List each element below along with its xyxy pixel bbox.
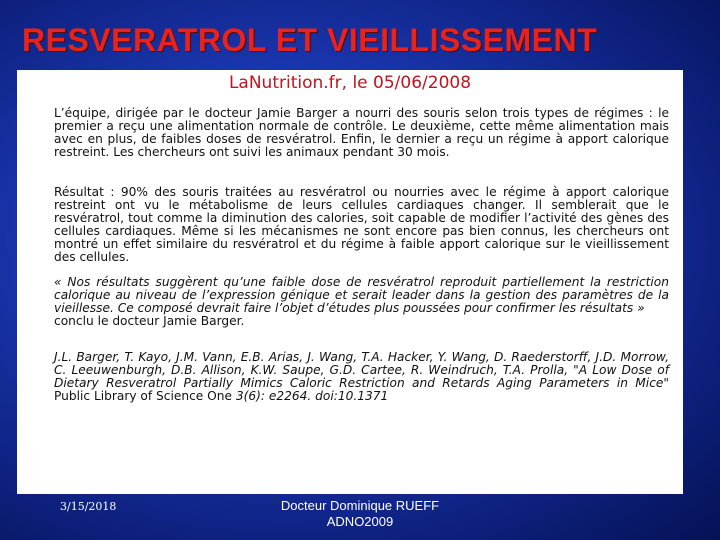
footer-author [250,498,470,530]
paragraph-study-design: L’équipe, dirigée par le docteur Jamie Barger a nourri des souris selon trois types de régimes : le premier a reçu une alimentation normale de contrôle. Le deuxième, cette même alimentation mais avec en plus, de faibles doses de resvératrol. Enfin, le dernier a reçu un régime à apport calorique restreint. Les chercheurs ont suivi les animaux pendant 30 mois. [54,106,669,159]
paragraph-reference [54,351,669,403]
footer-author-name: Docteur Dominique RUEFF [280,498,440,513]
article-panel [17,70,683,494]
paragraph-results: Résultat : 90% des souris traitées au resvératrol ou nourries avec le régime à apport calorique restreint ont vu le métabolisme de leurs cellules cardiaques changer. Il semblerait que le resvératrol, tout comme la diminution des calories, soit capable de modifier l’activité des gènes des cellules cardiaques. Même si les mécanismes ne sont encore pas bien connus, les chercheurs ont montré un effet similaire du resvératrol et du régime à faible apport calorique sur le vieillissement des cellules. [54,185,669,264]
reference-citation: 3(6): e2264. doi:10.1371 [235,389,389,403]
slide-title: RESVERATROL ET VIEILLISSEMENT [22,22,598,58]
quote-text: « Nos résultats suggèrent qu’une faible dose de resvératrol reproduit partiellement la restriction calorique au niveau de l’expression génique et serait leader dans la gestion des paramètres de la vieillesse. Ce composé devrait faire l’objet d’études plus poussées pour confirmer les résultats » [54,275,669,315]
paragraph-quote [54,276,669,328]
footer-date: 3/15/2018 [60,500,117,513]
quote-attribution: conclu le docteur Jamie Barger. [54,314,245,328]
reference-journal: Public Library of Science One [54,389,236,403]
reference-authors-title: J.L. Barger, T. Kayo, J.M. Vann, E.B. Arias, J. Wang, T.A. Hacker, Y. Wang, D. Raederstorff, J.D. Morrow, C. Leeuwenburgh, D.B. Allison, K.W. Saupe, G.D. Cartee, R. Weindruch, T.A. Prolla, "A Low Dose of Dietary Resveratrol Partially Mimics Caloric Restriction and Retards Aging Parameters in Mice" [54,350,669,390]
article-source: LaNutrition.fr, le 05/06/2008 [228,73,472,93]
footer-author-event: ADNO2009 [326,514,394,529]
